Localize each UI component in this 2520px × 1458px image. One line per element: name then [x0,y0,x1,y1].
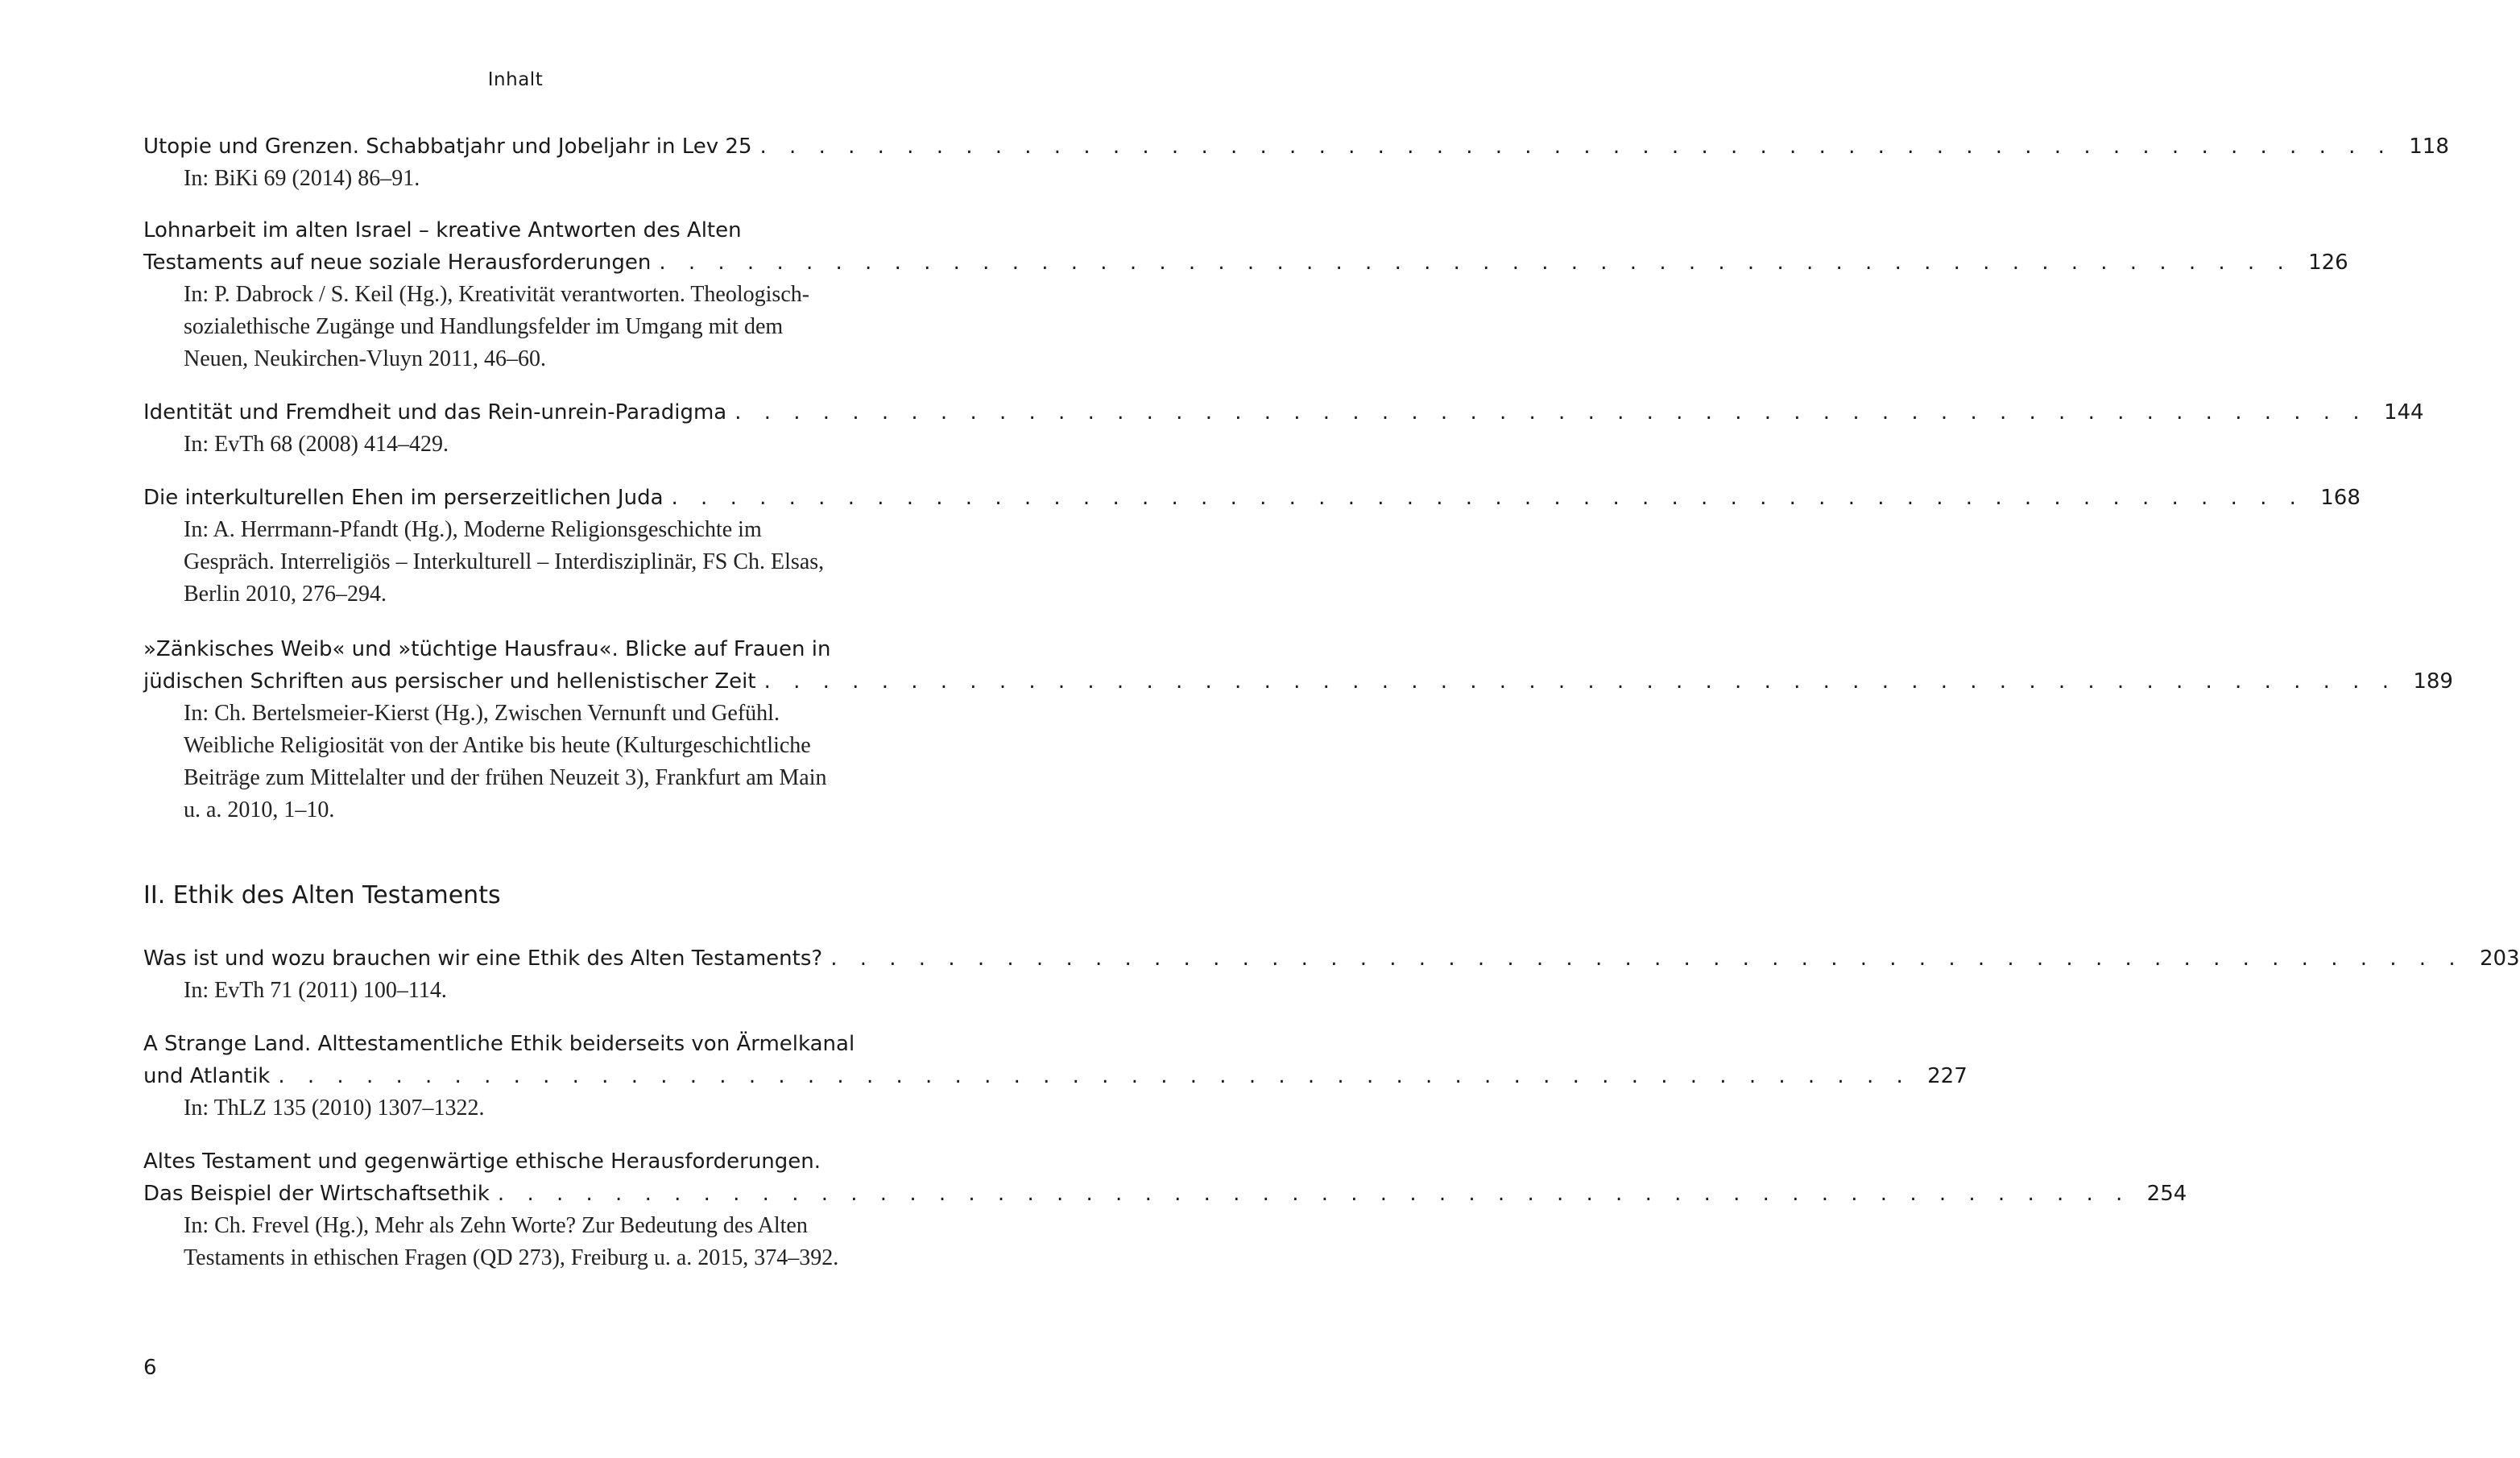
toc-entry-title-line [143,633,918,665]
toc-entry-title-line [143,214,918,246]
toc-entry-title-line [143,1028,918,1060]
toc-entry-title: Testaments auf neue soziale Herausforderungen [143,251,652,275]
toc-entry-source: In: P. Dabrock / S. Keil (Hg.), Kreativität verantworten. Theologisch-sozialethische Zugänge und Handlungsfelder im Umgang mit dem Neuen, Neukirchen-Vluyn 2011, 46–60. [184,282,810,371]
toc-entry-title: Altes Testament und gegenwärtige ethische Herausforderungen. [143,1149,821,1174]
toc-entry-source: In: EvTh 71 (2011) 100–114. [184,978,447,1003]
toc-entry-title-line [143,1145,918,1178]
toc-entry-title: »Zänkisches Weib« und »tüchtige Hausfrau«. Blicke auf Frauen in [143,637,831,661]
toc-entry-title: Die interkulturellen Ehen im perserzeitlichen Juda [143,486,664,510]
toc-entry-title-line [143,1060,1968,1092]
toc-page-number: 168 [2320,486,2361,510]
toc-entry [143,214,2348,375]
toc-entry-title-line [143,482,2361,514]
toc-entry [143,482,2361,611]
toc-page-number: 118 [2409,135,2449,159]
toc-entry-source: In: A. Herrmann-Pfandt (Hg.), Moderne Religionsgeschichte im Gespräch. Interreligiös – Interkulturell – Interdisziplinär, FS Ch. Elsas, Berlin 2010, 276–294. [184,517,825,607]
toc-page-number: 126 [2308,251,2348,275]
page-number-folio: 6 [143,1356,157,1380]
toc-entry [143,633,2453,826]
toc-entry-source: In: BiKi 69 (2014) 86–91. [184,166,420,191]
toc-page-number: 203 [2479,946,2520,971]
toc-page-number: 189 [2413,669,2453,694]
toc-entry-source: In: EvTh 68 (2008) 414–429. [184,432,449,457]
dot-leader: . . . . . . . . . . . . . . . . . . . . . . . . . . . . . . . . . . . . . . . . . . . . . . . . . . . . . . . . [659,251,2292,275]
toc-entry-source: In: ThLZ 135 (2010) 1307–1322. [184,1096,485,1120]
toc-entry-title-line [143,665,2453,698]
toc-entry-title: Identität und Fremdheit und das Rein-unrein-Paradigma [143,400,727,425]
dot-leader: . . . . . . . . . . . . . . . . . . . . . . . . . . . . . . . . . . . . . . . . . . . . . . . . . . . . . . . . [759,135,2393,159]
dot-leader: . . . . . . . . . . . . . . . . . . . . . . . . . . . . . . . . . . . . . . . . . . . . . . . . . . . . . . . . [497,1182,2131,1206]
toc-entry-source: In: Ch. Frevel (Hg.), Mehr als Zehn Worte? Zur Bedeutung des Alten Testaments in ethischen Fragen (QD 273), Freiburg u. a. 2015, 374–392. [184,1213,839,1270]
toc-entry-title-line [143,1178,2187,1210]
toc-page-number: 227 [1927,1064,1968,1088]
toc-entry-title: Was ist und wozu brauchen wir eine Ethik des Alten Testaments? [143,946,823,971]
toc-entry [143,1028,1968,1125]
toc-entry-title-line [143,130,2449,163]
dot-leader: . . . . . . . . . . . . . . . . . . . . . . . . . . . . . . . . . . . . . . . . . . . . . . . . . . . . . . . . [278,1064,1911,1088]
toc-entry [143,942,2520,1007]
running-head: Inhalt [487,69,544,90]
dot-leader: . . . . . . . . . . . . . . . . . . . . . . . . . . . . . . . . . . . . . . . . . . . . . . . . . . . . . . . . [763,669,2397,694]
toc-entry-title: A Strange Land. Alttestamentliche Ethik beiderseits von Ärmelkanal [143,1032,855,1056]
toc-entry-title: und Atlantik [143,1064,271,1088]
toc-entry-title-line [143,246,2348,279]
toc-entry-title: jüdischen Schriften aus persischer und hellenistischer Zeit [143,669,756,694]
toc-entry [143,1145,2187,1274]
toc-entry-title: Das Beispiel der Wirtschaftsethik [143,1182,490,1206]
toc-entry-title-line [143,942,2520,975]
dot-leader: . . . . . . . . . . . . . . . . . . . . . . . . . . . . . . . . . . . . . . . . . . . . . . . . . . . . . . . . [734,400,2368,425]
toc-entry [143,396,2424,461]
toc-entry [143,130,2449,195]
toc-entry-title: Utopie und Grenzen. Schabbatjahr und Jobeljahr in Lev 25 [143,135,752,159]
toc-entry-title-line [143,396,2424,429]
dot-leader: . . . . . . . . . . . . . . . . . . . . . . . . . . . . . . . . . . . . . . . . . . . . . . . . . . . . . . . . [671,486,2304,510]
toc-entry-title: Lohnarbeit im alten Israel – kreative Antworten des Alten [143,218,742,242]
section-heading: II. Ethik des Alten Testaments [143,881,501,909]
toc-page-number: 254 [2146,1182,2187,1206]
dot-leader: . . . . . . . . . . . . . . . . . . . . . . . . . . . . . . . . . . . . . . . . . . . . . . . . . . . . . . . . [830,946,2464,971]
toc-page-number: 144 [2383,400,2424,425]
toc-entry-source: In: Ch. Bertelsmeier-Kierst (Hg.), Zwischen Vernunft und Gefühl. Weibliche Religiosität von der Antike bis heute (Kulturgeschichtliche Beiträge zum Mittelalter und der frühen Neuzeit 3), Frankfurt am Main u. a. 2010, 1–10. [184,701,827,822]
